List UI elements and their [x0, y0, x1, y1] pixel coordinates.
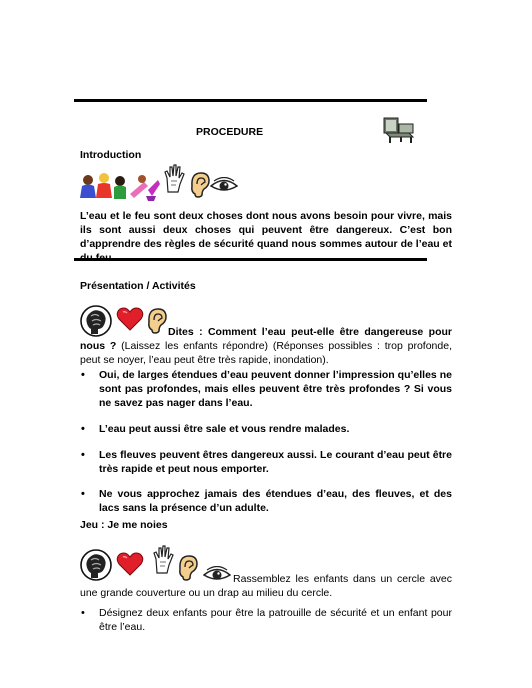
intro-heading: Introduction [80, 149, 142, 161]
dites-question: Comment l’eau peut-elle être dangereuse pour nous ? [80, 326, 452, 352]
presentation-heading: Présentation / Activités [80, 280, 196, 292]
children-icon [80, 172, 162, 202]
top-divider [74, 99, 427, 102]
list-item: • Les fleuves peuvent êtres dangereux aussi. Le courant d’eau peut être très rapide et peut nous emporter. [80, 448, 452, 476]
ear-icon [189, 170, 211, 198]
dites-label: Dites : [168, 326, 203, 338]
jeu-heading: Jeu : Je me noies [80, 519, 168, 531]
jeu-intro-text: Rassemblez les enfants dans un cercle avec une grande couverture ou un drap au milieu du cercle. [80, 573, 452, 599]
list-item: • Désignez deux enfants pour être la patrouille de sécurité et un enfant pour être l’eau. [80, 606, 452, 634]
section-divider [74, 258, 427, 261]
list-item: • L’eau peut aussi être sale et vous rendre malades. [80, 422, 452, 436]
eye-icon [210, 177, 238, 193]
jeu-bullets [80, 606, 452, 634]
list-item: • Ne vous approchez jamais des étendues d’eau, des fleuves, et des lacs sans la présence d’un adulte. [80, 487, 452, 515]
intro-text: L’eau et le feu sont deux choses dont nous avons besoin pour vivre, mais ils sont aussi deux choses qui peuvent être dangereux. C’est bon d’apprendre des règles de sécurité quand nous sommes autour de l’eau et [80, 210, 452, 250]
chair-icon [381, 116, 417, 144]
presentation-bullets [80, 368, 452, 515]
dites-note: (Laissez les enfants répondre) (Réponses possibles : trop profonde, peut se noyer, l’eau peut être très rapide, inondation). [80, 340, 452, 366]
hand-icon [152, 545, 174, 575]
list-item: • Oui, de larges étendues d’eau peuvent donner l’impression qu’elles ne sont pas profondes, mais elles peuvent être très profondes ? Si vous ne savez pas nager dans l’eau. [80, 368, 452, 410]
page-title: PROCEDURE [196, 126, 264, 138]
hand-icon [163, 164, 185, 194]
dites-paragraph [80, 325, 452, 367]
